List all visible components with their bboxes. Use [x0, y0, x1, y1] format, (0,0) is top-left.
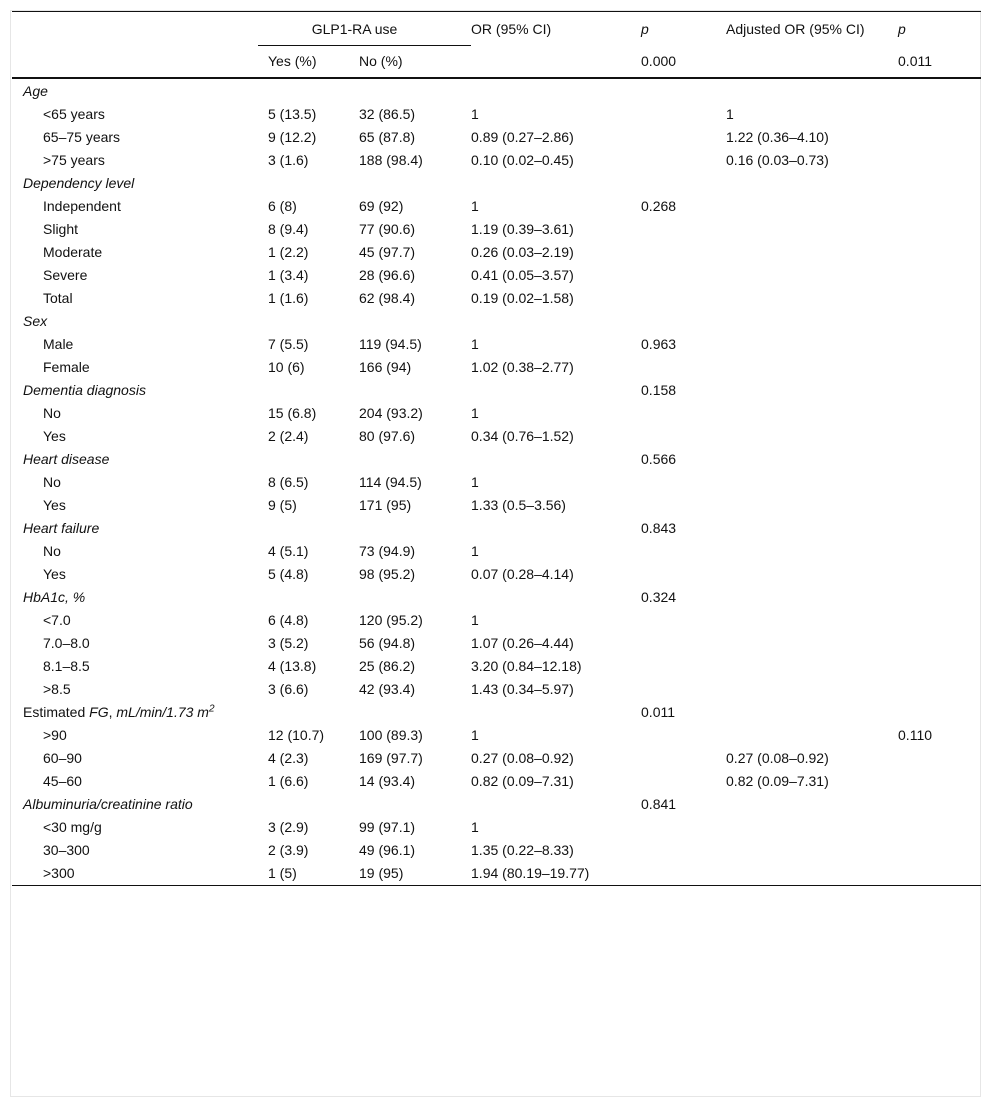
cell-adjusted-p	[898, 103, 981, 126]
cell-yes	[258, 448, 359, 471]
table-row	[12, 632, 981, 655]
cell-yes: 1 (3.4)	[268, 267, 309, 283]
cell-or: 1	[471, 405, 479, 421]
cell-no: 56 (94.8)	[359, 635, 416, 651]
cell-no: 166 (94)	[359, 359, 412, 375]
table-row	[12, 402, 981, 425]
cell-or: 0.07 (0.28–4.14)	[471, 566, 574, 582]
row-label: 8.1–8.5	[43, 658, 90, 674]
header-adjusted-or: Adjusted OR (95% CI)	[726, 21, 865, 37]
header-adjusted-p: p	[898, 21, 906, 37]
cell-no: 42 (93.4)	[359, 681, 416, 697]
table-row	[12, 195, 981, 218]
row-label: 65–75 years	[43, 129, 121, 145]
header-no: No (%)	[359, 53, 403, 69]
table-row	[12, 356, 981, 379]
table-row	[12, 678, 981, 701]
cell-yes: 1 (2.2)	[268, 244, 309, 260]
cell-p	[641, 747, 726, 770]
cell-adjusted-p	[898, 862, 981, 886]
cell-adjusted-p	[898, 540, 981, 563]
cell-or	[471, 172, 641, 195]
row-label: >75 years	[43, 152, 105, 168]
cell-adjusted-or	[726, 678, 898, 701]
table-row	[12, 747, 981, 770]
cell-adjusted-or: 1.22 (0.36–4.10)	[726, 129, 829, 145]
row-label: 60–90	[43, 750, 82, 766]
cell-or: 1	[471, 819, 479, 835]
cell-p: 0.011	[641, 704, 676, 720]
cell-adjusted-p	[898, 402, 981, 425]
cell-p	[641, 494, 726, 517]
row-label: Yes	[43, 428, 66, 444]
cell-p	[641, 264, 726, 287]
cell-yes: 15 (6.8)	[268, 405, 317, 421]
cell-adjusted-or	[726, 586, 898, 609]
row-label: <65 years	[43, 106, 105, 122]
cell-yes: 3 (6.6)	[268, 681, 309, 697]
cell-no: 120 (95.2)	[359, 612, 423, 628]
cell-adjusted-or	[726, 793, 898, 816]
cell-yes: 6 (8)	[268, 198, 297, 214]
cell-adjusted-or	[726, 724, 898, 747]
header-row-2	[12, 46, 981, 79]
cell-no: 62 (98.4)	[359, 290, 416, 306]
cell-or: 1	[471, 336, 479, 352]
cell-yes	[258, 310, 359, 333]
cell-adjusted-or	[726, 287, 898, 310]
cell-no: 65 (87.8)	[359, 129, 416, 145]
cell-adjusted-or	[726, 379, 898, 402]
cell-adjusted-p	[898, 747, 981, 770]
cell-no	[359, 517, 471, 540]
cell-p	[641, 724, 726, 747]
cell-yes: 2 (2.4)	[268, 428, 309, 444]
cell-no: 98 (95.2)	[359, 566, 416, 582]
row-label: Moderate	[43, 244, 103, 260]
cell-or: 1	[471, 198, 479, 214]
results-table	[12, 11, 981, 886]
cell-no: 169 (97.7)	[359, 750, 423, 766]
cell-adjusted-p	[898, 425, 981, 448]
cell-or	[471, 701, 641, 724]
cell-no: 204 (93.2)	[359, 405, 423, 421]
table-header	[12, 12, 981, 79]
cell-adjusted-or	[726, 540, 898, 563]
cell-or: 1.02 (0.38–2.77)	[471, 359, 574, 375]
cell-p	[641, 678, 726, 701]
header-empty-cell	[12, 46, 258, 79]
cell-adjusted-or	[726, 701, 898, 724]
cell-or: 0.26 (0.03–2.19)	[471, 244, 574, 260]
header-adjusted-p-value: 0.011	[898, 52, 933, 69]
cell-yes: 4 (5.1)	[268, 543, 309, 559]
cell-no: 77 (90.6)	[359, 221, 416, 237]
cell-p	[641, 149, 726, 172]
row-label: Severe	[43, 267, 88, 283]
cell-adjusted-or	[726, 195, 898, 218]
category-label: Heart failure	[23, 520, 100, 536]
cell-yes: 1 (1.6)	[268, 290, 309, 306]
cell-p: 0.268	[641, 198, 677, 214]
cell-p	[641, 655, 726, 678]
cell-adjusted-p: 0.110	[898, 727, 933, 743]
cell-yes: 4 (13.8)	[268, 658, 317, 674]
cell-or: 0.10 (0.02–0.45)	[471, 152, 574, 168]
cell-p	[641, 126, 726, 149]
category-label: Age	[23, 83, 48, 99]
cell-no: 114 (94.5)	[359, 474, 422, 490]
table-row	[12, 839, 981, 862]
table-row	[12, 149, 981, 172]
cell-adjusted-p	[898, 448, 981, 471]
cell-or: 3.20 (0.84–12.18)	[471, 658, 582, 674]
cell-yes: 10 (6)	[268, 359, 305, 375]
row-label: Female	[43, 359, 90, 375]
cell-or: 1.19 (0.39–3.61)	[471, 221, 574, 237]
row-label: Male	[43, 336, 74, 352]
cell-adjusted-p	[898, 195, 981, 218]
cell-or	[471, 448, 641, 471]
table-row	[12, 103, 981, 126]
header-empty-cell	[471, 46, 641, 79]
cell-adjusted-or	[726, 494, 898, 517]
cell-adjusted-or	[726, 78, 898, 103]
cell-p	[641, 862, 726, 886]
cell-adjusted-or	[726, 655, 898, 678]
cell-adjusted-p	[898, 78, 981, 103]
cell-adjusted-p	[898, 172, 981, 195]
cell-adjusted-p	[898, 287, 981, 310]
cell-no	[359, 586, 471, 609]
cell-no	[359, 448, 471, 471]
category-label: HbA1c, %	[23, 589, 86, 605]
cell-no: 45 (97.7)	[359, 244, 416, 260]
category-row	[12, 172, 981, 195]
table-row	[12, 609, 981, 632]
cell-no	[359, 310, 471, 333]
table-row	[12, 540, 981, 563]
cell-yes: 3 (2.9)	[268, 819, 309, 835]
category-label: Dementia diagnosis	[23, 382, 146, 398]
cell-yes: 5 (4.8)	[268, 566, 309, 582]
cell-no	[359, 379, 471, 402]
cell-or: 1	[471, 106, 479, 122]
category-row	[12, 586, 981, 609]
row-label: Independent	[43, 198, 121, 214]
cell-or: 1	[471, 474, 479, 490]
cell-or: 1.94 (80.19–19.77)	[471, 865, 590, 881]
table-row	[12, 425, 981, 448]
row-label: No	[43, 405, 61, 421]
cell-adjusted-or: 0.16 (0.03–0.73)	[726, 152, 829, 168]
cell-yes	[258, 701, 359, 724]
cell-yes: 8 (9.4)	[268, 221, 309, 237]
cell-yes: 8 (6.5)	[268, 474, 309, 490]
cell-p	[641, 103, 726, 126]
cell-or: 1.43 (0.34–5.97)	[471, 681, 574, 697]
cell-or: 1.35 (0.22–8.33)	[471, 842, 574, 858]
table-row	[12, 264, 981, 287]
cell-or: 0.34 (0.76–1.52)	[471, 428, 574, 444]
cell-p	[641, 402, 726, 425]
cell-p	[641, 287, 726, 310]
header-p-value: 0.000	[641, 52, 677, 69]
cell-adjusted-or	[726, 632, 898, 655]
cell-adjusted-or	[726, 241, 898, 264]
cell-p	[641, 770, 726, 793]
header-empty-cell	[726, 46, 898, 79]
category-row	[12, 310, 981, 333]
cell-no: 171 (95)	[359, 497, 412, 513]
cell-no	[359, 793, 471, 816]
cell-adjusted-p	[898, 678, 981, 701]
table-row	[12, 563, 981, 586]
cell-adjusted-or	[726, 356, 898, 379]
category-row	[12, 78, 981, 103]
row-label: 7.0–8.0	[43, 635, 90, 651]
cell-no: 188 (98.4)	[359, 152, 423, 168]
cell-p	[641, 540, 726, 563]
cell-yes: 9 (5)	[268, 497, 297, 513]
cell-yes	[258, 172, 359, 195]
cell-or: 0.82 (0.09–7.31)	[471, 773, 574, 789]
row-label: 30–300	[43, 842, 90, 858]
row-label: No	[43, 543, 61, 559]
cell-p	[641, 816, 726, 839]
cell-or	[471, 310, 641, 333]
row-label: >300	[43, 865, 75, 881]
cell-adjusted-p	[898, 149, 981, 172]
cell-adjusted-p	[898, 356, 981, 379]
category-row	[12, 448, 981, 471]
row-label: No	[43, 474, 61, 490]
cell-yes: 2 (3.9)	[268, 842, 309, 858]
cell-adjusted-p	[898, 126, 981, 149]
cell-p	[641, 839, 726, 862]
cell-p	[641, 356, 726, 379]
row-label: <7.0	[43, 612, 71, 628]
cell-adjusted-or	[726, 264, 898, 287]
category-row	[12, 701, 981, 724]
cell-or: 1.33 (0.5–3.56)	[471, 497, 566, 513]
header-empty-cell	[12, 12, 258, 46]
cell-adjusted-p	[898, 218, 981, 241]
cell-adjusted-p	[898, 241, 981, 264]
category-label: Albuminuria/creatinine ratio	[23, 796, 193, 812]
category-label: Sex	[23, 313, 48, 329]
cell-adjusted-p	[898, 586, 981, 609]
cell-adjusted-p	[898, 793, 981, 816]
cell-p	[641, 78, 726, 103]
row-label: >8.5	[43, 681, 71, 697]
cell-yes: 4 (2.3)	[268, 750, 309, 766]
cell-or	[471, 78, 641, 103]
cell-or	[471, 517, 641, 540]
table-container	[10, 10, 981, 1097]
cell-p	[641, 632, 726, 655]
cell-adjusted-or	[726, 609, 898, 632]
cell-no: 25 (86.2)	[359, 658, 416, 674]
row-label: >90	[43, 727, 67, 743]
cell-p: 0.324	[641, 589, 677, 605]
row-label: 45–60	[43, 773, 82, 789]
cell-no: 14 (93.4)	[359, 773, 416, 789]
cell-no	[359, 701, 471, 724]
row-label: Yes	[43, 497, 66, 513]
table-body	[12, 78, 981, 886]
cell-p: 0.843	[641, 520, 677, 536]
cell-yes: 3 (1.6)	[268, 152, 309, 168]
cell-or	[471, 379, 641, 402]
cell-yes	[258, 517, 359, 540]
cell-adjusted-p	[898, 310, 981, 333]
row-label: <30 mg/g	[43, 819, 102, 835]
table-row	[12, 770, 981, 793]
cell-or: 1	[471, 727, 479, 743]
cell-or: 0.27 (0.08–0.92)	[471, 750, 574, 766]
cell-p	[641, 241, 726, 264]
row-label: Yes	[43, 566, 66, 582]
header-yes: Yes (%)	[268, 53, 317, 69]
cell-no: 100 (89.3)	[359, 727, 423, 743]
table-row	[12, 126, 981, 149]
cell-adjusted-p	[898, 379, 981, 402]
cell-yes: 6 (4.8)	[268, 612, 309, 628]
cell-yes: 7 (5.5)	[268, 336, 309, 352]
cell-adjusted-or	[726, 448, 898, 471]
table-row	[12, 724, 981, 747]
cell-yes	[258, 586, 359, 609]
cell-yes	[258, 379, 359, 402]
cell-adjusted-or	[726, 333, 898, 356]
category-row	[12, 379, 981, 402]
cell-yes: 5 (13.5)	[268, 106, 317, 122]
cell-or: 0.19 (0.02–1.58)	[471, 290, 574, 306]
table-row	[12, 471, 981, 494]
cell-yes: 1 (5)	[268, 865, 297, 881]
cell-p: 0.841	[641, 796, 677, 812]
cell-yes: 1 (6.6)	[268, 773, 309, 789]
header-group-glp1: GLP1-RA use	[258, 12, 471, 46]
cell-p	[641, 218, 726, 241]
cell-adjusted-p	[898, 563, 981, 586]
cell-adjusted-p	[898, 839, 981, 862]
table-row	[12, 862, 981, 886]
cell-yes	[258, 78, 359, 103]
cell-no: 99 (97.1)	[359, 819, 416, 835]
cell-adjusted-p	[898, 494, 981, 517]
cell-adjusted-or: 0.82 (0.09–7.31)	[726, 773, 829, 789]
cell-no	[359, 172, 471, 195]
cell-adjusted-or	[726, 839, 898, 862]
header-row-1	[12, 12, 981, 46]
cell-no: 80 (97.6)	[359, 428, 416, 444]
table-row	[12, 218, 981, 241]
table-row	[12, 494, 981, 517]
cell-or: 1	[471, 612, 479, 628]
cell-adjusted-or	[726, 517, 898, 540]
cell-p: 0.158	[641, 382, 677, 398]
category-label: Heart disease	[23, 451, 110, 467]
cell-p	[641, 609, 726, 632]
cell-p	[641, 425, 726, 448]
cell-adjusted-p	[898, 701, 981, 724]
category-row	[12, 793, 981, 816]
cell-no: 49 (96.1)	[359, 842, 416, 858]
table-row	[12, 816, 981, 839]
cell-adjusted-or	[726, 402, 898, 425]
cell-adjusted-or	[726, 425, 898, 448]
cell-p: 0.963	[641, 336, 677, 352]
cell-adjusted-or: 1	[726, 106, 734, 122]
cell-adjusted-p	[898, 264, 981, 287]
cell-adjusted-or	[726, 218, 898, 241]
cell-no: 69 (92)	[359, 198, 404, 214]
cell-yes: 3 (5.2)	[268, 635, 309, 651]
cell-no: 119 (94.5)	[359, 336, 422, 352]
cell-no: 32 (86.5)	[359, 106, 416, 122]
cell-adjusted-p	[898, 632, 981, 655]
cell-or: 0.41 (0.05–3.57)	[471, 267, 574, 283]
cell-p: 0.566	[641, 451, 677, 467]
cell-adjusted-p	[898, 655, 981, 678]
cell-p	[641, 172, 726, 195]
cell-p	[641, 471, 726, 494]
cell-adjusted-p	[898, 333, 981, 356]
cell-no: 28 (96.6)	[359, 267, 416, 283]
cell-adjusted-p	[898, 471, 981, 494]
category-label: Estimated FG, mL/min/1.73 $m^2$	[23, 703, 215, 720]
cell-p	[641, 310, 726, 333]
table-row	[12, 333, 981, 356]
table-row	[12, 241, 981, 264]
cell-adjusted-p	[898, 609, 981, 632]
cell-yes: 12 (10.7)	[268, 727, 325, 743]
cell-no	[359, 78, 471, 103]
category-label: Dependency level	[23, 175, 135, 191]
row-label: Total	[43, 290, 73, 306]
cell-adjusted-or	[726, 563, 898, 586]
cell-or	[471, 793, 641, 816]
cell-p	[641, 563, 726, 586]
cell-adjusted-p	[898, 770, 981, 793]
cell-adjusted-or	[726, 816, 898, 839]
cell-adjusted-p	[898, 517, 981, 540]
table-row	[12, 287, 981, 310]
cell-or	[471, 586, 641, 609]
cell-no: 73 (94.9)	[359, 543, 416, 559]
row-label: Slight	[43, 221, 79, 237]
table-row	[12, 655, 981, 678]
cell-adjusted-p	[898, 816, 981, 839]
cell-adjusted-or	[726, 310, 898, 333]
category-row	[12, 517, 981, 540]
cell-adjusted-or	[726, 862, 898, 886]
cell-or: 1.07 (0.26–4.44)	[471, 635, 574, 651]
cell-or: 1	[471, 543, 479, 559]
cell-adjusted-or	[726, 471, 898, 494]
cell-yes: 9 (12.2)	[268, 129, 317, 145]
cell-adjusted-or	[726, 172, 898, 195]
cell-or: 0.89 (0.27–2.86)	[471, 129, 574, 145]
cell-yes	[258, 793, 359, 816]
cell-adjusted-or: 0.27 (0.08–0.92)	[726, 750, 829, 766]
header-p: p	[641, 21, 649, 37]
header-or: OR (95% CI)	[471, 21, 552, 37]
cell-no: 19 (95)	[359, 865, 404, 881]
